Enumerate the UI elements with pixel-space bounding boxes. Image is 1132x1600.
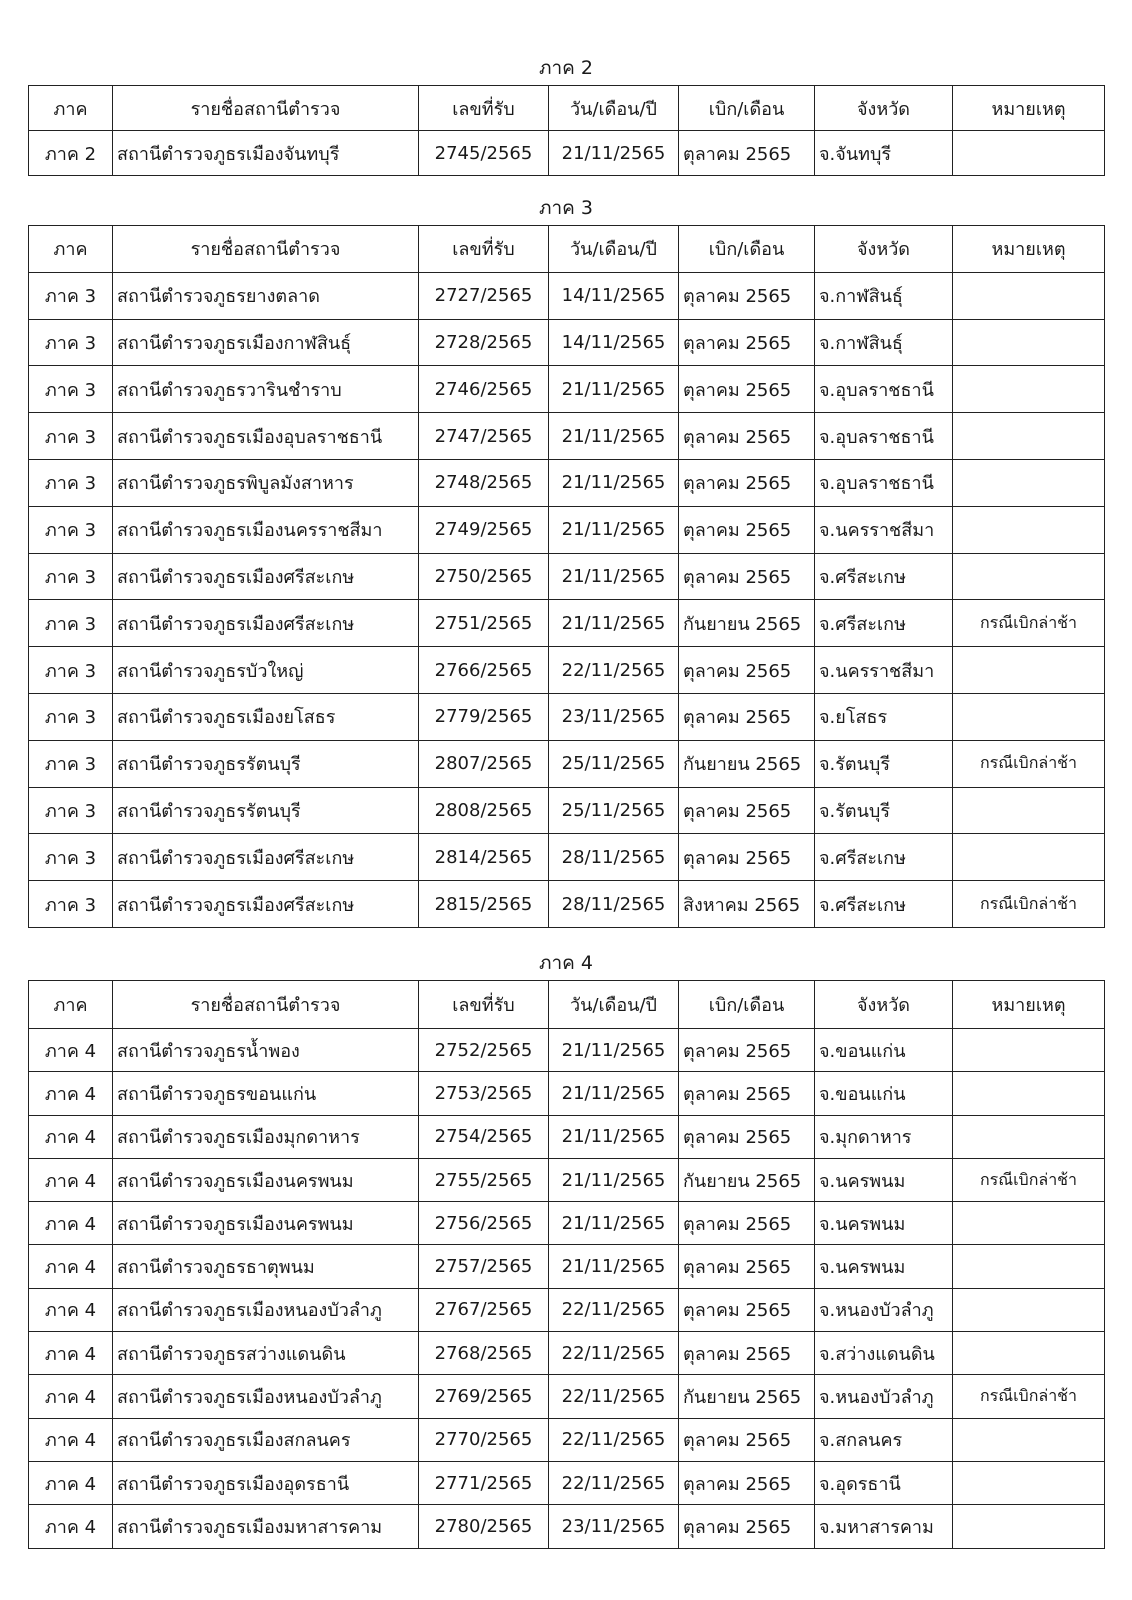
cell-date: 22/11/2565 <box>549 647 679 694</box>
table-row <box>29 1375 1105 1418</box>
cell-station: สถานีตำรวจภูธรเมืองมหาสารคาม <box>113 1505 419 1548</box>
cell-note <box>953 1072 1105 1115</box>
cell-note <box>953 647 1105 694</box>
table-row <box>29 413 1105 460</box>
table-row <box>29 1332 1105 1375</box>
cell-station: สถานีตำรวจภูธรเมืองหนองบัวลำภู <box>113 1288 419 1331</box>
cell-note <box>953 1202 1105 1245</box>
cell-month: ตุลาคม 2565 <box>679 1115 815 1158</box>
cell-month: กันยายน 2565 <box>679 1158 815 1201</box>
table-row <box>29 693 1105 740</box>
column-header-date: วัน/เดือน/ปี <box>549 226 679 273</box>
cell-station: สถานีตำรวจภูธรรัตนบุรี <box>113 787 419 834</box>
cell-region: ภาค 4 <box>29 1202 113 1245</box>
column-header-note: หมายเหตุ <box>953 226 1105 273</box>
cell-receipt-no: 2807/2565 <box>419 740 549 787</box>
table-header-row <box>29 981 1105 1029</box>
table-row <box>29 1505 1105 1548</box>
cell-month: ตุลาคม 2565 <box>679 1029 815 1072</box>
cell-receipt-no: 2779/2565 <box>419 693 549 740</box>
table-row <box>29 1418 1105 1461</box>
cell-province: จ.สว่างแดนดิน <box>815 1332 953 1375</box>
cell-receipt-no: 2766/2565 <box>419 647 549 694</box>
cell-province: จ.ขอนแก่น <box>815 1072 953 1115</box>
cell-station: สถานีตำรวจภูธรเมืองนครพนม <box>113 1158 419 1201</box>
column-header-region: ภาค <box>29 86 113 131</box>
cell-note <box>953 459 1105 506</box>
cell-station: สถานีตำรวจภูธรเมืองกาฬสินธุ์ <box>113 319 419 366</box>
cell-region: ภาค 3 <box>29 413 113 460</box>
table-row <box>29 1072 1105 1115</box>
cell-month: กันยายน 2565 <box>679 600 815 647</box>
cell-receipt-no: 2745/2565 <box>419 131 549 176</box>
cell-receipt-no: 2756/2565 <box>419 1202 549 1245</box>
cell-province: จ.ศรีสะเกษ <box>815 881 953 928</box>
cell-province: จ.มหาสารคาม <box>815 1505 953 1548</box>
cell-province: จ.กาฬสินธุ์ <box>815 272 953 319</box>
cell-month: ตุลาคม 2565 <box>679 1072 815 1115</box>
cell-note <box>953 1418 1105 1461</box>
cell-station: สถานีตำรวจภูธรเมืองอุบลราชธานี <box>113 413 419 460</box>
cell-province: จ.มุกดาหาร <box>815 1115 953 1158</box>
cell-note <box>953 1245 1105 1288</box>
cell-date: 25/11/2565 <box>549 740 679 787</box>
table-row <box>29 740 1105 787</box>
cell-station: สถานีตำรวจภูธรบัวใหญ่ <box>113 647 419 694</box>
cell-note <box>953 1029 1105 1072</box>
cell-receipt-no: 2815/2565 <box>419 881 549 928</box>
cell-region: ภาค 4 <box>29 1245 113 1288</box>
cell-note <box>953 1288 1105 1331</box>
cell-receipt-no: 2771/2565 <box>419 1461 549 1504</box>
table-row <box>29 1115 1105 1158</box>
cell-station: สถานีตำรวจภูธรเมืองศรีสะเกษ <box>113 834 419 881</box>
cell-station: สถานีตำรวจภูธรรัตนบุรี <box>113 740 419 787</box>
cell-month: ตุลาคม 2565 <box>679 366 815 413</box>
cell-station: สถานีตำรวจภูธรวารินชำราบ <box>113 366 419 413</box>
cell-note <box>953 787 1105 834</box>
table-row <box>29 1288 1105 1331</box>
cell-station: สถานีตำรวจภูธรเมืองสกลนคร <box>113 1418 419 1461</box>
cell-note <box>953 834 1105 881</box>
cell-date: 22/11/2565 <box>549 1375 679 1418</box>
cell-province: จ.ศรีสะเกษ <box>815 834 953 881</box>
cell-date: 21/11/2565 <box>549 506 679 553</box>
cell-receipt-no: 2728/2565 <box>419 319 549 366</box>
section-title-region-3: ภาค 3 <box>538 197 594 219</box>
cell-month: ตุลาคม 2565 <box>679 1245 815 1288</box>
cell-note <box>953 366 1105 413</box>
column-header-station: รายชื่อสถานีตำรวจ <box>113 226 419 273</box>
table-row <box>29 1029 1105 1072</box>
table-row <box>29 647 1105 694</box>
column-header-station: รายชื่อสถานีตำรวจ <box>113 981 419 1029</box>
cell-date: 21/11/2565 <box>549 553 679 600</box>
cell-province: จ.กาฬสินธุ์ <box>815 319 953 366</box>
cell-month: ตุลาคม 2565 <box>679 1461 815 1504</box>
cell-region: ภาค 3 <box>29 272 113 319</box>
cell-month: กันยายน 2565 <box>679 1375 815 1418</box>
cell-month: ตุลาคม 2565 <box>679 272 815 319</box>
cell-note <box>953 506 1105 553</box>
column-header-station: รายชื่อสถานีตำรวจ <box>113 86 419 131</box>
cell-month: ตุลาคม 2565 <box>679 459 815 506</box>
section-title-region-2: ภาค 2 <box>538 57 594 79</box>
cell-region: ภาค 4 <box>29 1461 113 1504</box>
column-header-province: จังหวัด <box>815 226 953 273</box>
cell-station: สถานีตำรวจภูธรพิบูลมังสาหาร <box>113 459 419 506</box>
cell-note <box>953 131 1105 176</box>
cell-note <box>953 1115 1105 1158</box>
table-row <box>29 787 1105 834</box>
cell-province: จ.ศรีสะเกษ <box>815 600 953 647</box>
cell-receipt-no: 2749/2565 <box>419 506 549 553</box>
table-row <box>29 459 1105 506</box>
cell-region: ภาค 4 <box>29 1115 113 1158</box>
cell-note <box>953 1461 1105 1504</box>
cell-receipt-no: 2748/2565 <box>419 459 549 506</box>
cell-date: 21/11/2565 <box>549 1029 679 1072</box>
cell-month: ตุลาคม 2565 <box>679 787 815 834</box>
cell-province: จ.อุบลราชธานี <box>815 366 953 413</box>
cell-note <box>953 319 1105 366</box>
cell-receipt-no: 2768/2565 <box>419 1332 549 1375</box>
cell-province: จ.นครราชสีมา <box>815 647 953 694</box>
column-header-receipt-no: เลขที่รับ <box>419 981 549 1029</box>
cell-province: จ.ยโสธร <box>815 693 953 740</box>
column-header-province: จังหวัด <box>815 86 953 131</box>
cell-station: สถานีตำรวจภูธรเมืองหนองบัวลำภู <box>113 1375 419 1418</box>
cell-province: จ.สกลนคร <box>815 1418 953 1461</box>
cell-month: ตุลาคม 2565 <box>679 319 815 366</box>
cell-receipt-no: 2727/2565 <box>419 272 549 319</box>
cell-date: 21/11/2565 <box>549 459 679 506</box>
cell-region: ภาค 3 <box>29 459 113 506</box>
cell-station: สถานีตำรวจภูธรขอนแก่น <box>113 1072 419 1115</box>
cell-receipt-no: 2751/2565 <box>419 600 549 647</box>
cell-receipt-no: 2770/2565 <box>419 1418 549 1461</box>
cell-station: สถานีตำรวจภูธรเมืองอุดรธานี <box>113 1461 419 1504</box>
cell-station: สถานีตำรวจภูธรธาตุพนม <box>113 1245 419 1288</box>
cell-receipt-no: 2753/2565 <box>419 1072 549 1115</box>
cell-province: จ.นครพนม <box>815 1245 953 1288</box>
table-row <box>29 881 1105 928</box>
cell-region: ภาค 4 <box>29 1332 113 1375</box>
table-row <box>29 553 1105 600</box>
cell-note: กรณีเบิกล่าช้า <box>953 600 1105 647</box>
cell-region: ภาค 4 <box>29 1288 113 1331</box>
cell-province: จ.หนองบัวลำภู <box>815 1375 953 1418</box>
cell-month: ตุลาคม 2565 <box>679 413 815 460</box>
table-row <box>29 366 1105 413</box>
cell-month: ตุลาคม 2565 <box>679 1418 815 1461</box>
cell-note <box>953 1332 1105 1375</box>
cell-station: สถานีตำรวจภูธรน้ำพอง <box>113 1029 419 1072</box>
cell-note <box>953 413 1105 460</box>
table-row <box>29 131 1105 176</box>
cell-date: 22/11/2565 <box>549 1288 679 1331</box>
column-header-month: เบิก/เดือน <box>679 226 815 273</box>
cell-station: สถานีตำรวจภูธรเมืองจันทบุรี <box>113 131 419 176</box>
cell-date: 14/11/2565 <box>549 272 679 319</box>
cell-date: 28/11/2565 <box>549 834 679 881</box>
cell-month: ตุลาคม 2565 <box>679 553 815 600</box>
station-table-region-3 <box>28 225 1105 928</box>
cell-date: 22/11/2565 <box>549 1332 679 1375</box>
cell-receipt-no: 2747/2565 <box>419 413 549 460</box>
cell-region: ภาค 3 <box>29 366 113 413</box>
cell-province: จ.อุดรธานี <box>815 1461 953 1504</box>
column-header-date: วัน/เดือน/ปี <box>549 981 679 1029</box>
table-header-row <box>29 226 1105 273</box>
table-row <box>29 1245 1105 1288</box>
cell-region: ภาค 3 <box>29 319 113 366</box>
column-header-province: จังหวัด <box>815 981 953 1029</box>
cell-region: ภาค 3 <box>29 693 113 740</box>
cell-date: 23/11/2565 <box>549 1505 679 1548</box>
cell-region: ภาค 4 <box>29 1029 113 1072</box>
cell-region: ภาค 4 <box>29 1505 113 1548</box>
cell-region: ภาค 3 <box>29 881 113 928</box>
cell-province: จ.หนองบัวลำภู <box>815 1288 953 1331</box>
cell-note <box>953 272 1105 319</box>
table-row <box>29 1158 1105 1201</box>
table-row <box>29 1202 1105 1245</box>
cell-province: จ.นครราชสีมา <box>815 506 953 553</box>
cell-station: สถานีตำรวจภูธรเมืองศรีสะเกษ <box>113 881 419 928</box>
cell-province: จ.อุบลราชธานี <box>815 413 953 460</box>
cell-note <box>953 1505 1105 1548</box>
cell-date: 23/11/2565 <box>549 693 679 740</box>
cell-station: สถานีตำรวจภูธรเมืองยโสธร <box>113 693 419 740</box>
cell-date: 21/11/2565 <box>549 1115 679 1158</box>
cell-month: ตุลาคม 2565 <box>679 131 815 176</box>
cell-province: จ.นครพนม <box>815 1158 953 1201</box>
cell-note: กรณีเบิกล่าช้า <box>953 740 1105 787</box>
cell-month: กันยายน 2565 <box>679 740 815 787</box>
cell-station: สถานีตำรวจภูธรเมืองนครราชสีมา <box>113 506 419 553</box>
cell-province: จ.รัตนบุรี <box>815 740 953 787</box>
cell-region: ภาค 3 <box>29 506 113 553</box>
cell-province: จ.อุบลราชธานี <box>815 459 953 506</box>
cell-station: สถานีตำรวจภูธรเมืองนครพนม <box>113 1202 419 1245</box>
cell-province: จ.รัตนบุรี <box>815 787 953 834</box>
cell-date: 21/11/2565 <box>549 1202 679 1245</box>
cell-month: ตุลาคม 2565 <box>679 647 815 694</box>
section-title-region-4: ภาค 4 <box>538 952 594 974</box>
table-row <box>29 834 1105 881</box>
cell-month: ตุลาคม 2565 <box>679 1505 815 1548</box>
cell-date: 21/11/2565 <box>549 600 679 647</box>
cell-month: ตุลาคม 2565 <box>679 1288 815 1331</box>
cell-station: สถานีตำรวจภูธรเมืองมุกดาหาร <box>113 1115 419 1158</box>
cell-date: 21/11/2565 <box>549 131 679 176</box>
cell-station: สถานีตำรวจภูธรเมืองศรีสะเกษ <box>113 553 419 600</box>
cell-receipt-no: 2767/2565 <box>419 1288 549 1331</box>
cell-region: ภาค 3 <box>29 553 113 600</box>
cell-region: ภาค 2 <box>29 131 113 176</box>
cell-station: สถานีตำรวจภูธรยางตลาด <box>113 272 419 319</box>
table-row <box>29 600 1105 647</box>
cell-date: 21/11/2565 <box>549 366 679 413</box>
cell-month: ตุลาคม 2565 <box>679 1332 815 1375</box>
table-row <box>29 506 1105 553</box>
column-header-region: ภาค <box>29 981 113 1029</box>
column-header-date: วัน/เดือน/ปี <box>549 86 679 131</box>
cell-month: ตุลาคม 2565 <box>679 693 815 740</box>
cell-receipt-no: 2808/2565 <box>419 787 549 834</box>
table-row <box>29 1461 1105 1504</box>
cell-region: ภาค 4 <box>29 1418 113 1461</box>
column-header-month: เบิก/เดือน <box>679 86 815 131</box>
cell-receipt-no: 2755/2565 <box>419 1158 549 1201</box>
cell-receipt-no: 2780/2565 <box>419 1505 549 1548</box>
cell-date: 22/11/2565 <box>549 1418 679 1461</box>
station-table-region-4 <box>28 980 1105 1549</box>
cell-receipt-no: 2814/2565 <box>419 834 549 881</box>
cell-station: สถานีตำรวจภูธรเมืองศรีสะเกษ <box>113 600 419 647</box>
column-header-region: ภาค <box>29 226 113 273</box>
cell-receipt-no: 2752/2565 <box>419 1029 549 1072</box>
cell-receipt-no: 2750/2565 <box>419 553 549 600</box>
cell-province: จ.ขอนแก่น <box>815 1029 953 1072</box>
cell-region: ภาค 3 <box>29 787 113 834</box>
cell-note: กรณีเบิกล่าช้า <box>953 881 1105 928</box>
cell-month: ตุลาคม 2565 <box>679 834 815 881</box>
column-header-month: เบิก/เดือน <box>679 981 815 1029</box>
cell-region: ภาค 4 <box>29 1158 113 1201</box>
cell-region: ภาค 4 <box>29 1375 113 1418</box>
cell-date: 21/11/2565 <box>549 1245 679 1288</box>
column-header-note: หมายเหตุ <box>953 981 1105 1029</box>
cell-month: ตุลาคม 2565 <box>679 506 815 553</box>
cell-month: ตุลาคม 2565 <box>679 1202 815 1245</box>
cell-receipt-no: 2746/2565 <box>419 366 549 413</box>
cell-note: กรณีเบิกล่าช้า <box>953 1375 1105 1418</box>
cell-date: 14/11/2565 <box>549 319 679 366</box>
cell-province: จ.จันทบุรี <box>815 131 953 176</box>
cell-region: ภาค 3 <box>29 600 113 647</box>
cell-month: สิงหาคม 2565 <box>679 881 815 928</box>
cell-note <box>953 693 1105 740</box>
column-header-note: หมายเหตุ <box>953 86 1105 131</box>
cell-receipt-no: 2769/2565 <box>419 1375 549 1418</box>
cell-region: ภาค 4 <box>29 1072 113 1115</box>
cell-province: จ.นครพนม <box>815 1202 953 1245</box>
column-header-receipt-no: เลขที่รับ <box>419 86 549 131</box>
cell-region: ภาค 3 <box>29 647 113 694</box>
cell-date: 21/11/2565 <box>549 1158 679 1201</box>
table-header-row <box>29 86 1105 131</box>
column-header-receipt-no: เลขที่รับ <box>419 226 549 273</box>
cell-station: สถานีตำรวจภูธรสว่างแดนดิน <box>113 1332 419 1375</box>
cell-region: ภาค 3 <box>29 834 113 881</box>
table-row <box>29 272 1105 319</box>
cell-date: 28/11/2565 <box>549 881 679 928</box>
station-table-region-2 <box>28 85 1105 176</box>
cell-receipt-no: 2757/2565 <box>419 1245 549 1288</box>
cell-date: 25/11/2565 <box>549 787 679 834</box>
cell-note: กรณีเบิกล่าช้า <box>953 1158 1105 1201</box>
cell-province: จ.ศรีสะเกษ <box>815 553 953 600</box>
table-row <box>29 319 1105 366</box>
cell-date: 21/11/2565 <box>549 413 679 460</box>
cell-note <box>953 553 1105 600</box>
cell-receipt-no: 2754/2565 <box>419 1115 549 1158</box>
cell-date: 21/11/2565 <box>549 1072 679 1115</box>
cell-date: 22/11/2565 <box>549 1461 679 1504</box>
cell-region: ภาค 3 <box>29 740 113 787</box>
